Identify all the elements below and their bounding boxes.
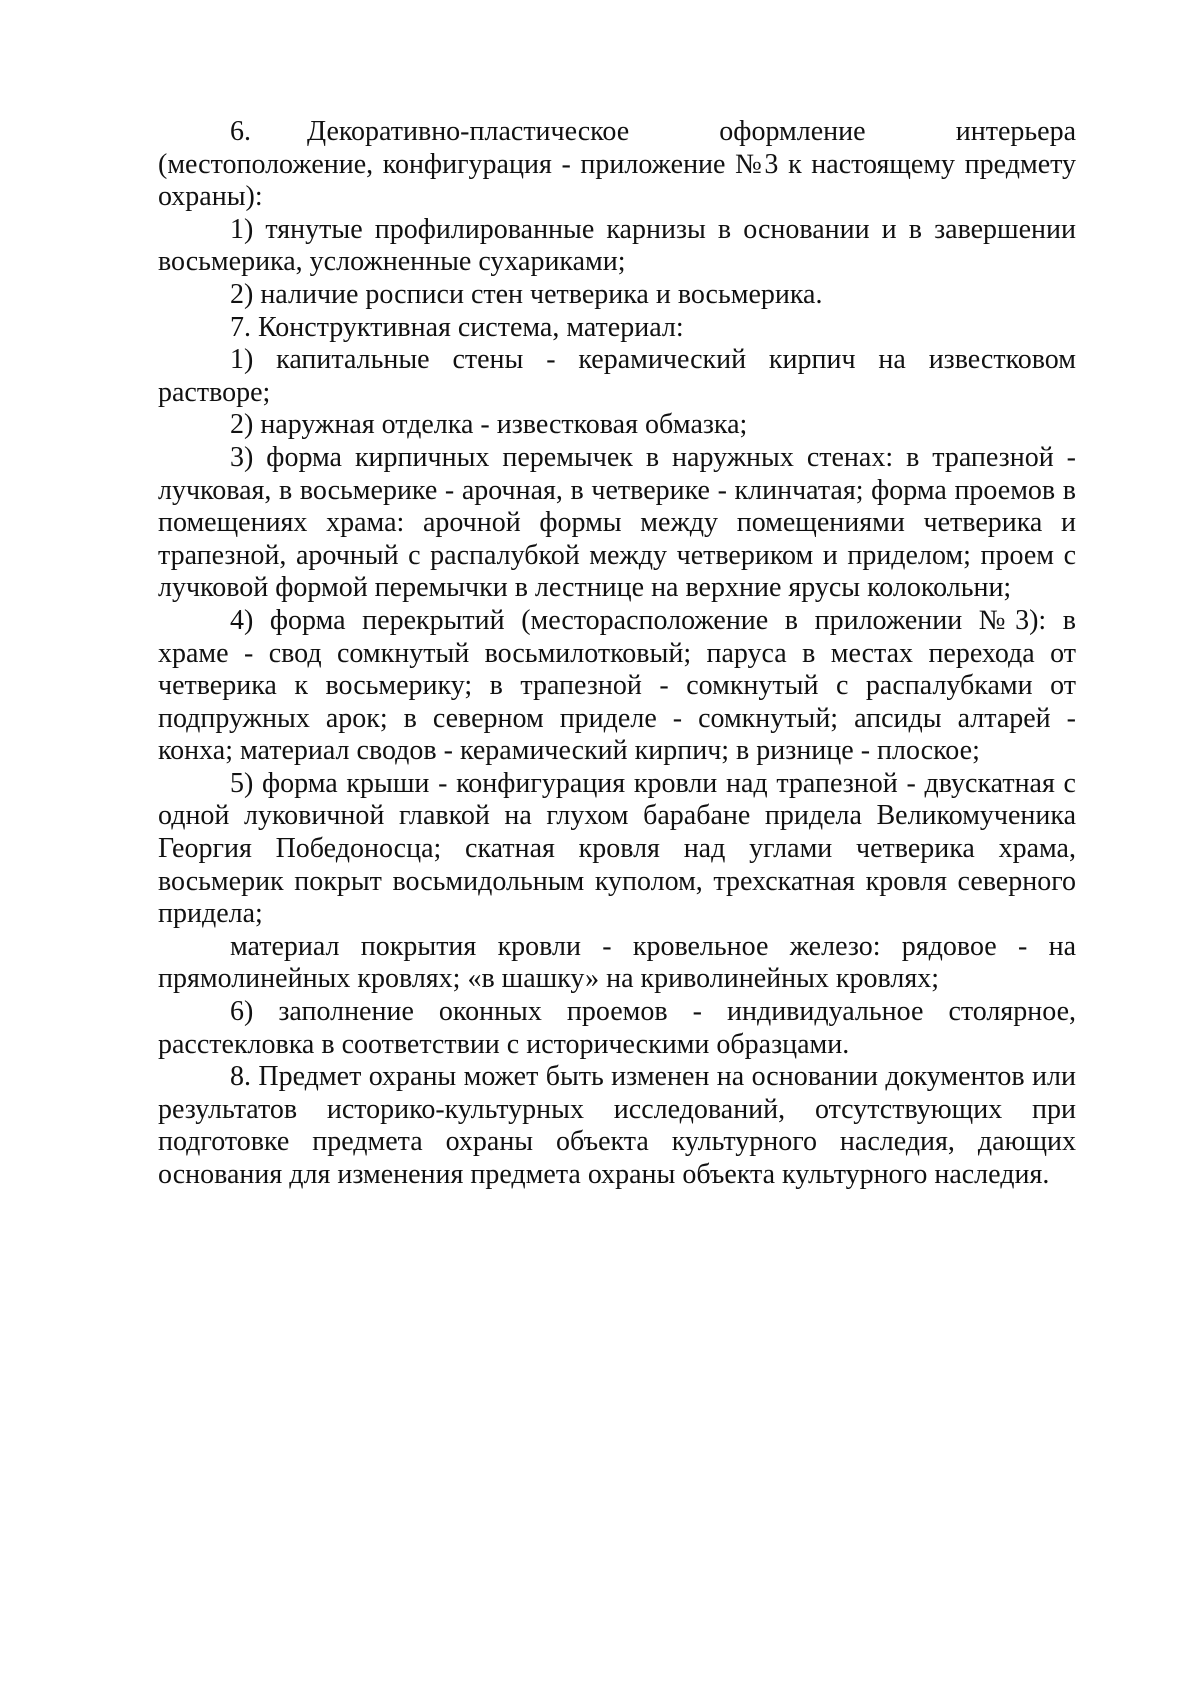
section-7-item-4: 4) форма перекрытий (месторасположение в приложении №3): в храме - свод сомкнутый восьмилотковый; паруса в местах перехода от четверика к восьмерику; в трапезной - сомкнутый с распалубками от подпружных арок; в северном приделе - сомкнутый; апсиды алтарей - конха; материал сводов - керамический кирпич; в ризнице - плоское; — [158, 604, 1076, 767]
section-7-item-2: 2) наружная отделка - известковая обмазка; — [230, 409, 748, 441]
section-8: 8. Предмет охраны может быть изменен на основании документов или результатов историко-культурных исследований, отсутствующих при подготовке предмета охраны объекта культурного наследия, дающих основания для изменения предмета охраны объекта культурного наследия. — [158, 1061, 1076, 1190]
section-6-heading: 6. Декоративно-пластическое оформление интерьера — [230, 116, 1076, 147]
section-6-item-1: 1) тянутые профилированные карнизы в основании и в завершении восьмерика, усложненные сухариками; — [158, 213, 1076, 278]
section-6-heading-continuation: (местоположение, конфигурация - приложение №3 к настоящему предмету охраны): — [158, 148, 1076, 213]
section-7-item-3: 3) форма кирпичных перемычек в наружных стенах: в трапезной - лучковая, в восьмерике - арочная, в четверике - клинчатая; форма проемов в помещениях храма: арочной формы между помещениями четверика и трапезной, арочный с распалубкой между четвериком и приделом; проем с лучковой формой перемычки в лестнице на верхние ярусы колокольни; — [158, 441, 1076, 604]
section-7-item-5: 5) форма крыши - конфигурация кровли над трапезной - двускатная с одной луковичной главкой на глухом барабане придела Великомученика Георгия Победоносца; скатная кровля над углами четверика храма, восьмерик покрыт восьмидольным куполом, трехскатная кровля северного придела; — [158, 767, 1076, 930]
section-7-item-6: 6) заполнение оконных проемов - индивидуальное столярное, расстекловка в соответствии с историческими образцами. — [158, 996, 1076, 1060]
document-body — [158, 116, 1076, 1192]
section-6-item-2: 2) наличие росписи стен четверика и восьмерика. — [230, 278, 823, 310]
section-7-item-5-roof-material: материал покрытия кровли - кровельное железо: рядовое - на прямолинейных кровлях; «в шашку» на криволинейных кровлях; — [158, 930, 1076, 995]
section-7-heading: 7. Конструктивная система, материал: — [230, 311, 684, 343]
section-7-item-1: 1) капитальные стены - керамический кирпич на известковом растворе; — [158, 344, 1076, 408]
